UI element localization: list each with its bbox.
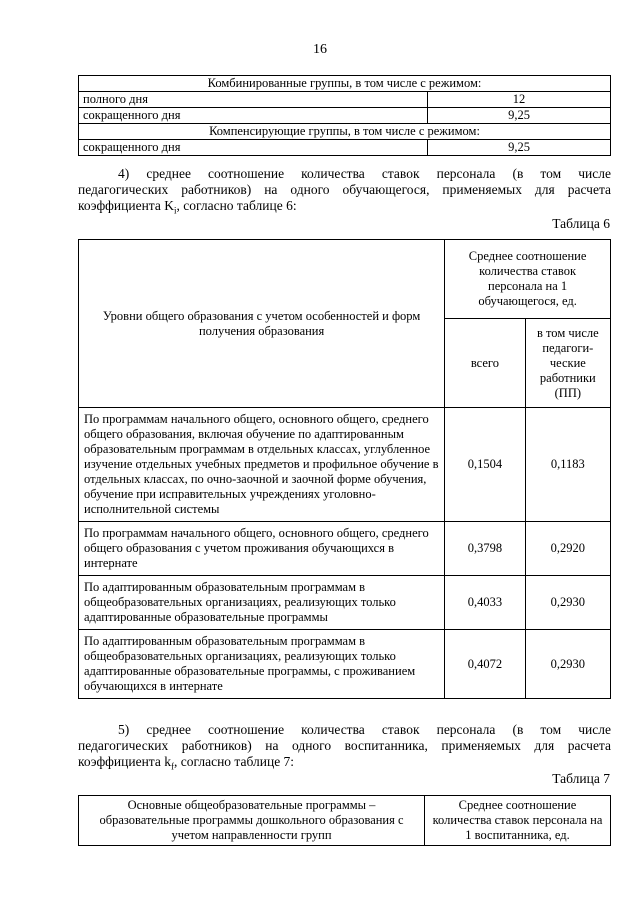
level-text: По адаптированным образовательным программам в общеобразовательных организациях, реализующих только адаптированные образовательные программы, с проживанием обучающихся в интернате: [79, 630, 445, 699]
paragraph-line: 4) среднее соотношение количества ставок персонала (в том числе: [118, 166, 611, 181]
col-header-pp: в том числе педагоги-ческие работники (ПП): [525, 319, 610, 408]
paragraph-5: [78, 722, 611, 775]
group-header: Компенсирующие группы, в том числе с режимом:: [79, 124, 611, 140]
table-row: [79, 630, 611, 699]
table-row: [79, 140, 611, 156]
value-all: 0,4072: [445, 630, 525, 699]
table-6: [78, 239, 611, 699]
paragraph-line: коэффициента $K_i$, согласно таблице 6:: [78, 198, 297, 216]
mode-label: сокращенного дня: [79, 108, 428, 124]
table-7: [78, 795, 611, 846]
col-header-ratio: Среднее соотношение количества ставок персонала на 1 воспитанника, ед.: [425, 796, 611, 846]
table-row: [79, 124, 611, 140]
table-header-row: [79, 796, 611, 846]
paragraph-4: [78, 166, 611, 219]
mode-label: полного дня: [79, 92, 428, 108]
col-header-all: всего: [445, 319, 525, 408]
mode-value: 9,25: [428, 108, 611, 124]
table-row: [79, 76, 611, 92]
col-header-levels: Уровни общего образования с учетом особенностей и форм получения образования: [79, 240, 445, 408]
mode-value: 9,25: [428, 140, 611, 156]
paragraph-line: коэффициента $k_f$, согласно таблице 7:: [78, 754, 295, 772]
table-row: [79, 522, 611, 576]
level-text: По программам начального общего, основного общего, среднего общего образования, включая обучение по адаптированным образовательным программам в отдельных классах, углубленное изучение отдельных учебных предметов и профильное обучение в отдельных классах, по очно-заочной и заочной форме обучения, обучение при исправительных учреждениях уголовно-исполнительной системы: [79, 408, 445, 522]
paragraph-line: 5) среднее соотношение количества ставок персонала (в том числе: [118, 722, 611, 737]
table-7-caption: Таблица 7: [552, 771, 610, 786]
table-row: [79, 92, 611, 108]
level-text: По программам начального общего, основного общего, среднего общего образования с учетом проживания обучающихся в интернате: [79, 522, 445, 576]
value-pp: 0,2930: [525, 576, 610, 630]
level-text: По адаптированным образовательным программам в общеобразовательных организациях, реализующих только адаптированные образовательные программы: [79, 576, 445, 630]
value-pp: 0,2930: [525, 630, 610, 699]
group-header: Комбинированные группы, в том числе с режимом:: [79, 76, 611, 92]
col-header-programs: Основные общеобразовательные программы – образовательные программы дошкольного образования с учетом направленности групп: [79, 796, 425, 846]
value-all: 0,1504: [445, 408, 525, 522]
page-number: 16: [313, 42, 327, 57]
table-row: [79, 408, 611, 522]
value-pp: 0,1183: [525, 408, 610, 522]
value-all: 0,3798: [445, 522, 525, 576]
table-header-row: [79, 240, 611, 319]
mode-value: 12: [428, 92, 611, 108]
table-row: [79, 576, 611, 630]
paragraph-line: педагогических работников) на одного обучающегося, применяемых для расчета: [78, 182, 611, 197]
value-all: 0,4033: [445, 576, 525, 630]
table-row: [79, 108, 611, 124]
groups-table: [78, 75, 611, 156]
mode-label: сокращенного дня: [79, 140, 428, 156]
col-header-ratio: Среднее соотношение количества ставок персонала на 1 обучающегося, ед.: [445, 240, 611, 319]
table-6-caption: Таблица 6: [552, 216, 610, 231]
value-pp: 0,2920: [525, 522, 610, 576]
paragraph-line: педагогических работников) на одного воспитанника, применяемых для расчета: [78, 738, 611, 753]
